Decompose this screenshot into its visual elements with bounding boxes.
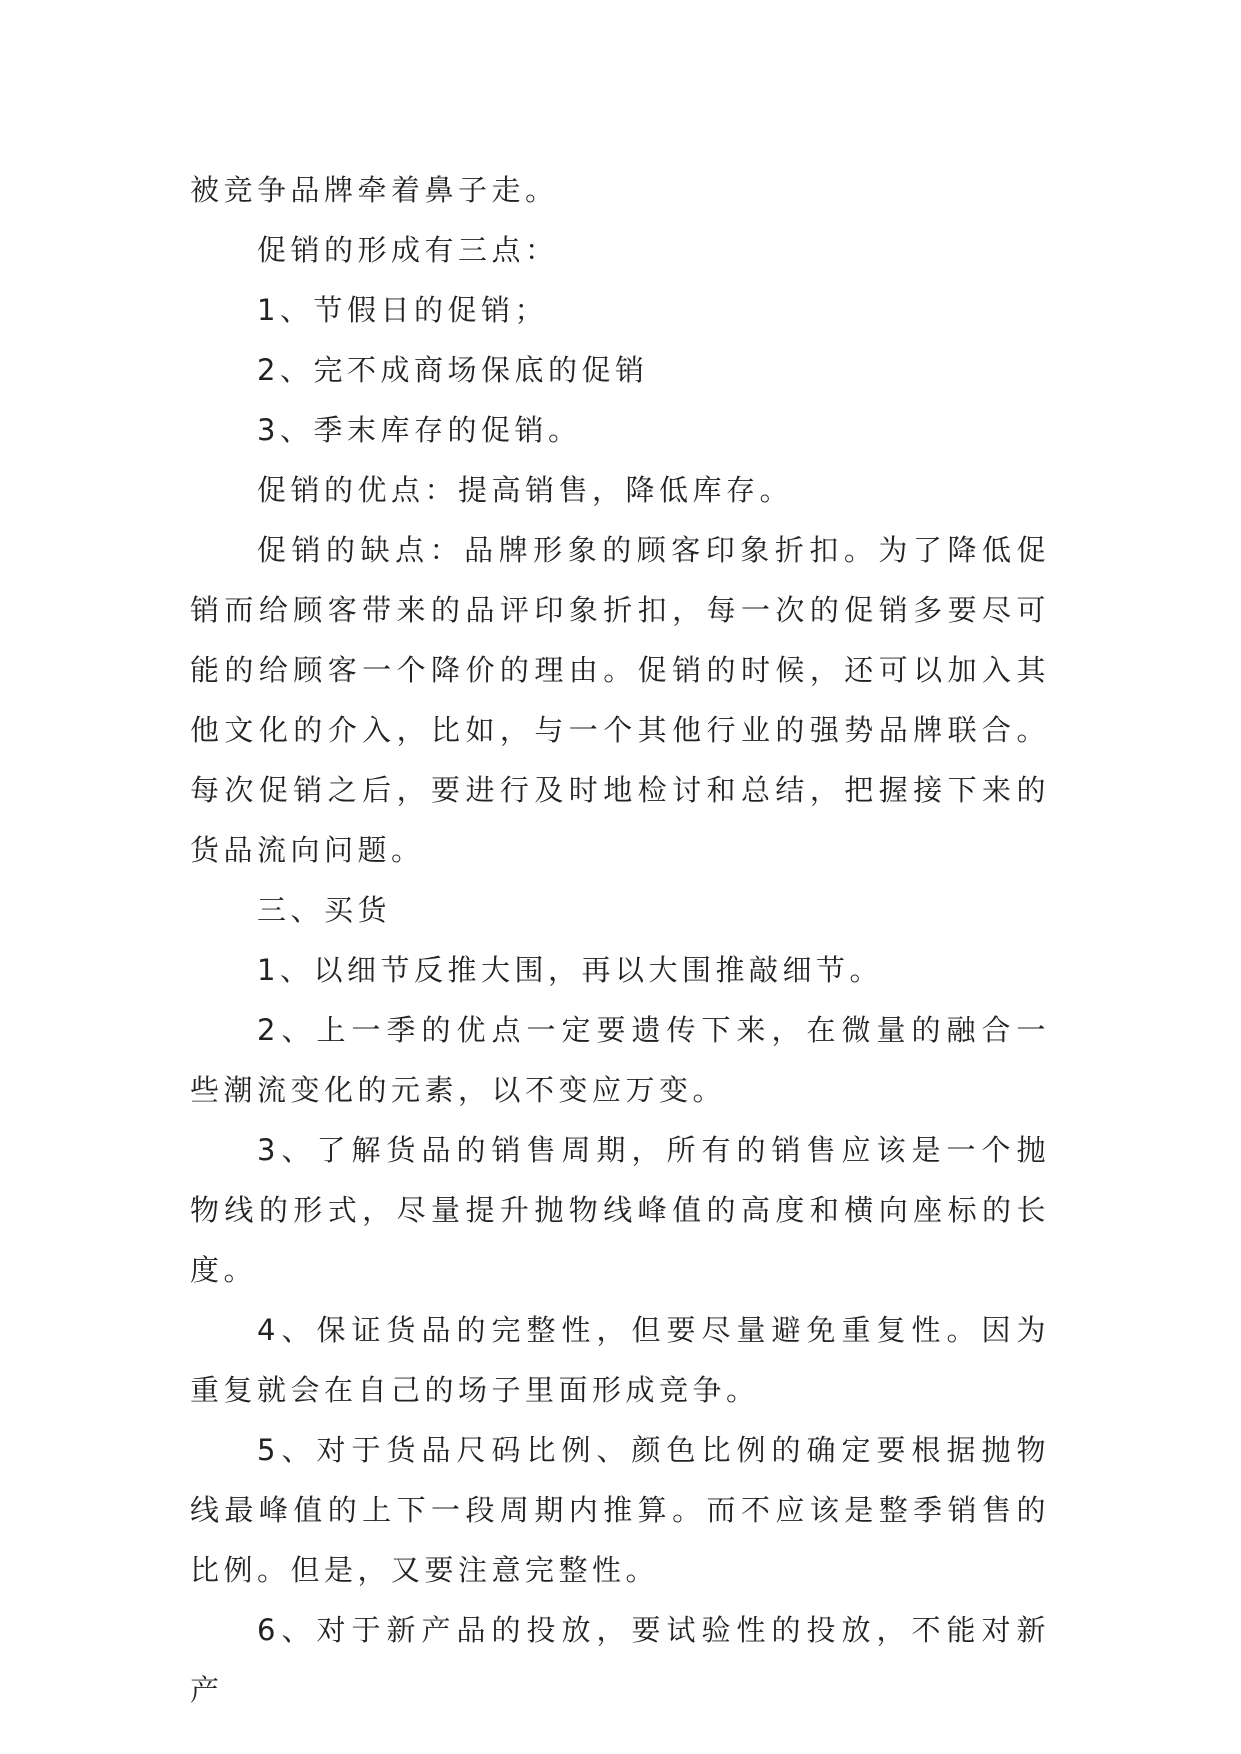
list-item: 5、对于货品尺码比例、颜色比例的确定要根据抛物线最峰值的上下一段周期内推算。而不应该是整季销售的比例。但是，又要注意完整性。 (190, 1433, 1050, 1587)
list-item: 3、季末库存的促销。 (257, 413, 582, 447)
list-item: 4、保证货品的完整性，但要尽量避免重复性。因为重复就会在自己的场子里面形成竞争。 (190, 1313, 1050, 1407)
section-heading: 三、买货 (257, 893, 392, 927)
list-item: 2、上一季的优点一定要遗传下来，在微量的融合一些潮流变化的元素，以不变应万变。 (190, 1013, 1050, 1107)
paragraph: 被竞争品牌牵着鼻子走。 (190, 173, 559, 207)
list-item: 1、以细节反推大围，再以大围推敲细节。 (257, 953, 883, 987)
list-item: 3、了解货品的销售周期，所有的销售应该是一个抛物线的形式，尽量提升抛物线峰值的高度和横向座标的长度。 (190, 1133, 1050, 1287)
paragraph: 促销的优点：提高销售，降低库存。 (257, 473, 794, 507)
paragraph: 促销的形成有三点： (257, 233, 559, 267)
list-item: 1、节假日的促销； (257, 293, 548, 327)
document-body (190, 160, 1050, 1720)
paragraph: 促销的缺点：品牌形象的顾客印象折扣。为了降低促销而给顾客带来的品评印象折扣，每一次的促销多要尽可能的给顾客一个降价的理由。促销的时候，还可以加入其他文化的介入，比如，与一个其他行业的强势品牌联合。每次促销之后，要进行及时地检讨和总结，把握接下来的货品流向问题。 (190, 533, 1050, 867)
list-item: 6、对于新产品的投放，要试验性的投放，不能对新产 (190, 1613, 1050, 1707)
list-item: 2、完不成商场保底的促销 (257, 353, 649, 387)
